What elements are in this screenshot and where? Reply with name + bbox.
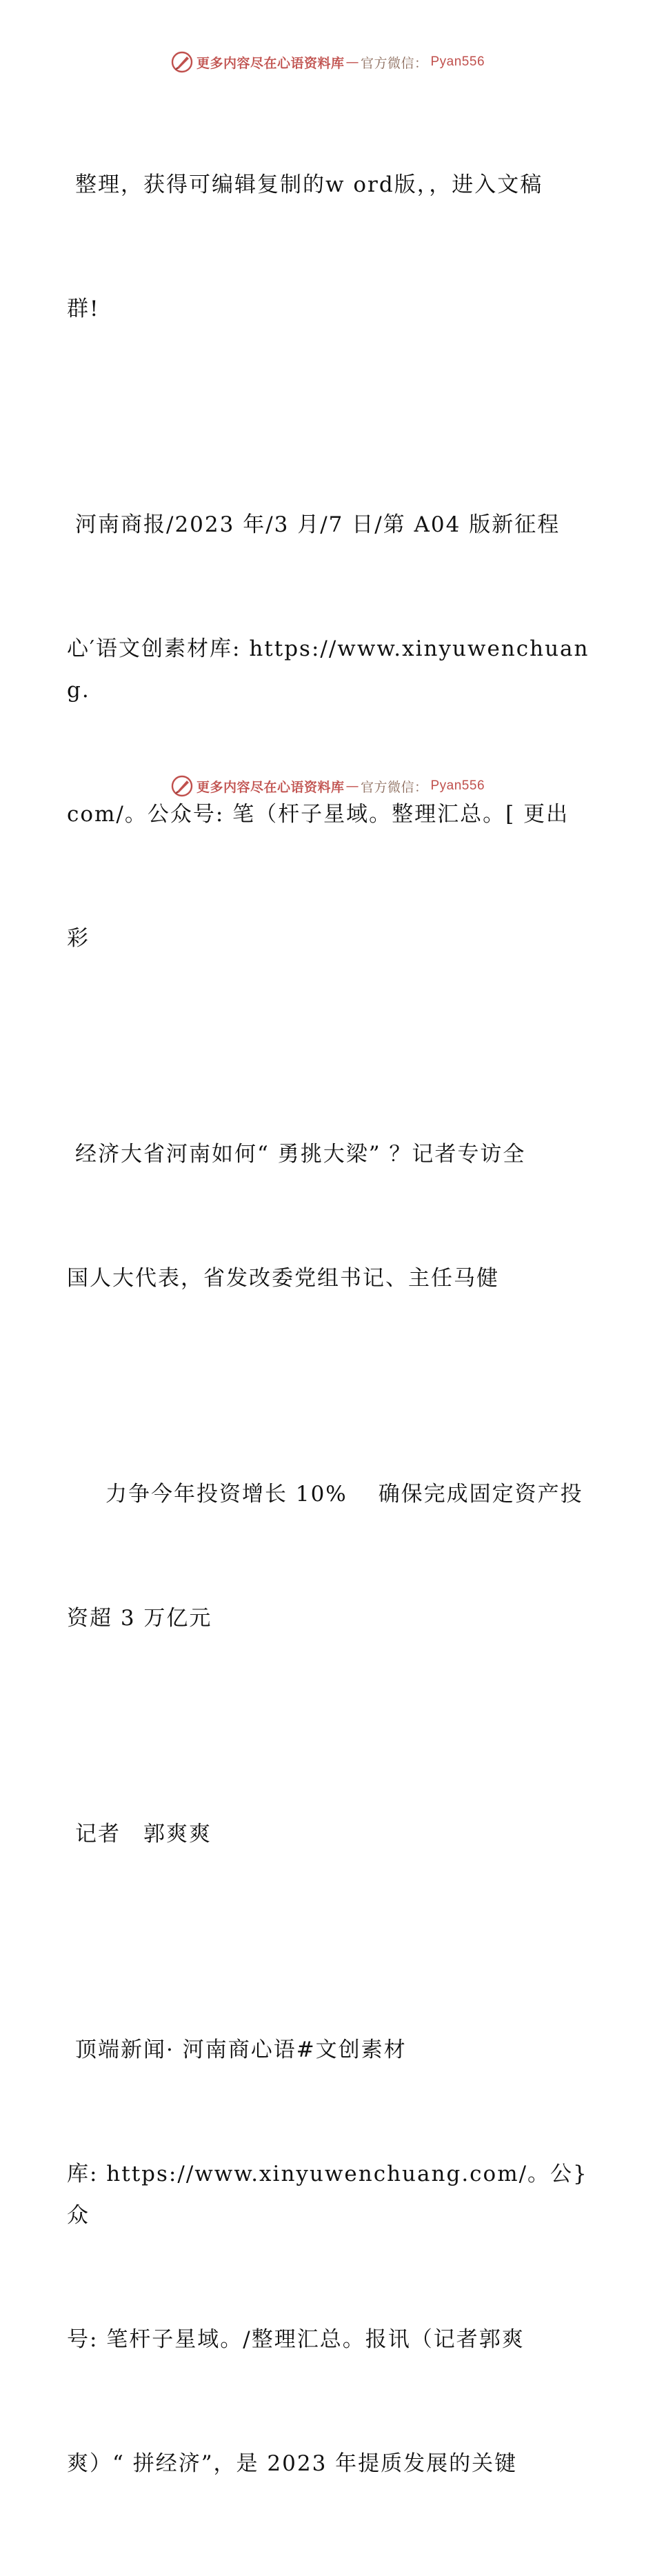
- text-line: 国人大代表，省发改委党组书记、主任马健: [67, 1266, 499, 1291]
- paragraph-source: [67, 421, 598, 1042]
- watermark-official-label: 官方微信：: [360, 779, 428, 795]
- text-line: 整理，获得可编辑复制的w ord版，，进入文稿: [75, 172, 543, 197]
- text-line: 彩: [67, 926, 90, 951]
- document-body: [67, 81, 598, 2576]
- text-line: 号: 笔杆子星域。/整理汇总。报讯（记者郭爽: [67, 2327, 525, 2352]
- watermark-account: Pyan556: [430, 54, 485, 69]
- paragraph-byline: [67, 1731, 598, 1938]
- text-line: 顶端新闻· 河南商心语#文创素材: [75, 2037, 407, 2062]
- watermark-dash: —: [345, 54, 359, 70]
- header-watermark: [0, 48, 655, 76]
- text-line: 库: https://www.xinyuwenchuang.com/。公}众: [67, 2162, 588, 2228]
- text-line: 经济大省河南如何“ 勇挑大梁” ？记者专访全: [75, 1142, 526, 1167]
- watermark-brand: 更多内容尽在心语资料库: [196, 779, 345, 795]
- paragraph-subheadline: [67, 1391, 598, 1722]
- quill-pen-logo-icon: [170, 774, 194, 798]
- text-line: 群!: [67, 296, 100, 321]
- watermark-official-label: 官方微信：: [360, 55, 428, 71]
- text-line: com/。公众号: 笔（杆子星域。整理汇总。[ 更出: [67, 802, 570, 827]
- text-line: 资超 3 万亿元: [67, 1606, 212, 1631]
- watermark-dash: —: [345, 778, 359, 794]
- text-line: 河南商报/2023 年/3 月/7 日/第 A04 版新征程: [75, 512, 561, 537]
- paragraph-intro: [67, 81, 598, 412]
- paragraph-headline: [67, 1051, 598, 1382]
- text-line: 力争今年投资增长 10% 确保完成固定资产投: [105, 1482, 583, 1507]
- paragraph-body: [67, 1946, 598, 2567]
- footer-watermark: [0, 772, 655, 800]
- text-line: 心′语文创素材库: https://www.xinyuwenchuang.: [67, 636, 590, 703]
- watermark-account: Pyan556: [430, 778, 485, 793]
- text-line: 记者 郭爽爽: [75, 1822, 212, 1847]
- quill-pen-logo-icon: [170, 50, 194, 74]
- watermark-brand: 更多内容尽在心语资料库: [196, 55, 345, 71]
- text-line: 爽）“ 拼经济”，是 2023 年提质发展的关键: [67, 2451, 518, 2476]
